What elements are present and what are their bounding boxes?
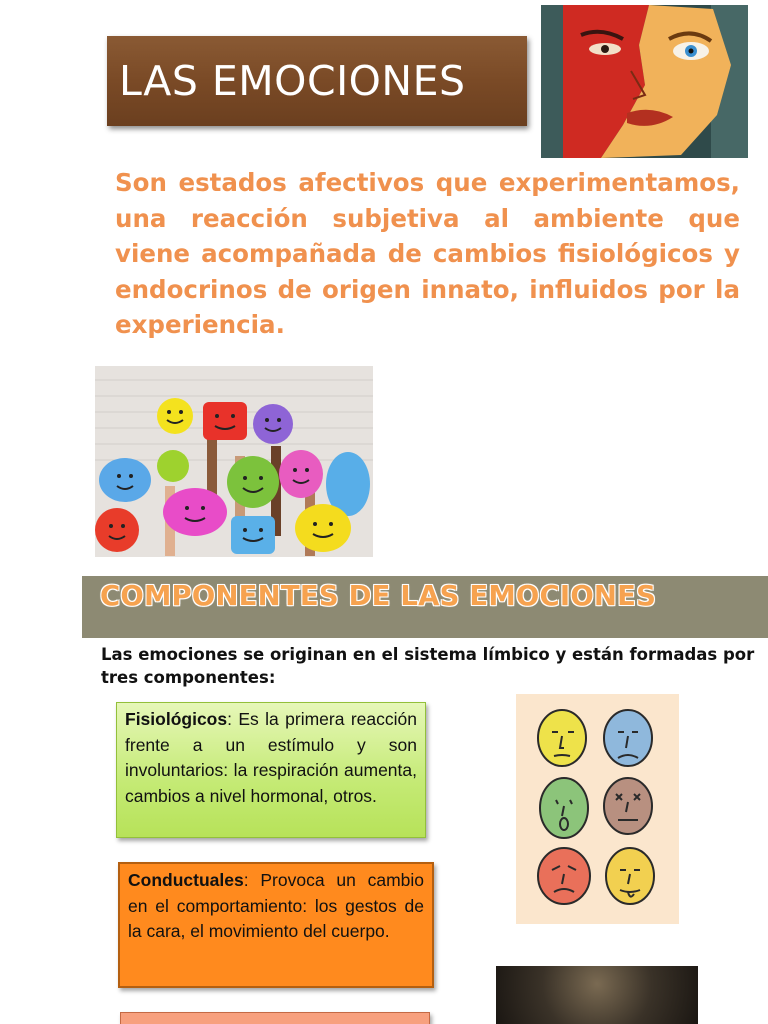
intro-paragraph: Son estados afectivos que experimentamos, una reacción subjetiva al ambiente que viene acompañada de cambios fisiológicos y endocrinos de origen innato, influidos por la experiencia. [115,168,740,339]
component-box-behavioral [118,862,434,988]
page-title: LAS EMOCIONES [119,57,466,105]
component-box-third [120,1012,430,1024]
dark-photo-image [496,966,698,1024]
emoji-signs-image [95,366,373,557]
title-banner [107,36,527,126]
components-heading: COMPONENTES DE LAS EMOCIONES [100,580,657,612]
component-box-physiological [116,702,426,838]
components-lead: Las emociones se originan en el sistema límbico y están formadas por tres componentes: [101,645,755,687]
component-term: Conductuales [128,870,244,890]
component-description: : Es la primera reacción frente a un estímulo y son involuntarios: la respiración aumenta, cambios a nivel hormonal, otros. [125,709,417,806]
emotion-faces-image [516,694,679,924]
component-description: : Provoca un cambio en el comportamiento: los gestos de la cara, el movimiento del cuerpo. [128,870,424,941]
face-art-image [541,5,748,158]
component-term: Fisiológicos [125,709,228,729]
